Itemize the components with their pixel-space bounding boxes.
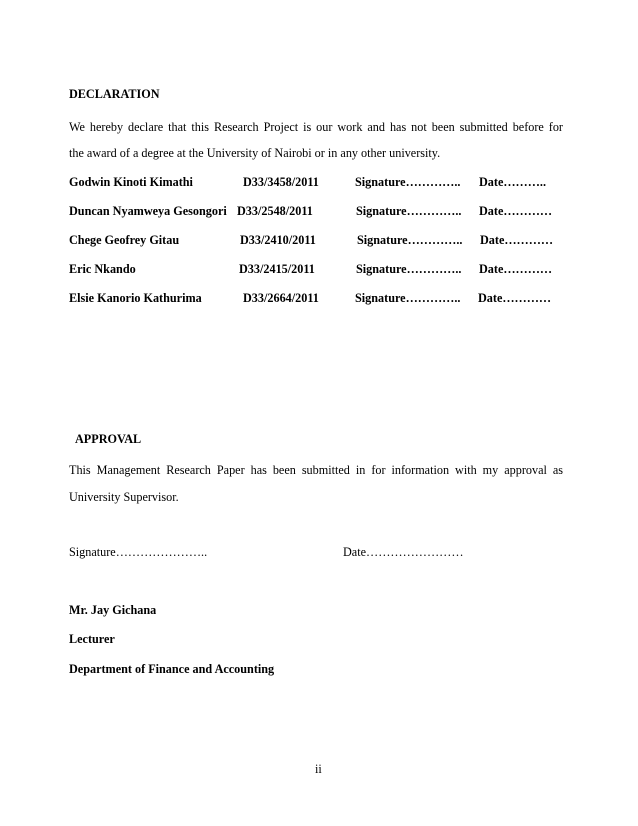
signatory-name: Eric Nkando [69, 262, 136, 276]
date-line: Date……….. [479, 175, 547, 189]
declaration-line-2: the award of a degree at the University of Nairobi or in any other university. [69, 146, 441, 160]
signatory-id: D33/2548/2011 [237, 204, 313, 218]
approval-line-2: University Supervisor. [69, 490, 179, 504]
signature-line: Signature………….. [356, 262, 462, 276]
signatory-name: Godwin Kinoti Kimathi [69, 175, 193, 189]
date-line: Date………… [479, 262, 553, 276]
signatory-id: D33/3458/2011 [243, 175, 319, 189]
signatory-name: Chege Geofrey Gitau [69, 233, 180, 247]
signatory-id: D33/2410/2011 [240, 233, 316, 247]
signature-line: Signature………….. [356, 204, 462, 218]
approval-line-1: This Management Research Paper has been submitted in for information with my approval as [69, 463, 563, 477]
supervisor-name: Mr. Jay Gichana [69, 603, 157, 617]
signatory-id: D33/2664/2011 [243, 291, 319, 305]
date-line: Date………… [479, 204, 553, 218]
date-line: Date………… [480, 233, 554, 247]
signatory-name: Duncan Nyamweya Gesongori [69, 204, 227, 218]
supervisor-date-line: Date…………………… [343, 545, 464, 559]
signatory-id: D33/2415/2011 [239, 262, 315, 276]
supervisor-title: Lecturer [69, 632, 115, 646]
date-line: Date………… [478, 291, 552, 305]
signature-line: Signature………….. [357, 233, 463, 247]
approval-heading: APPROVAL [75, 432, 142, 446]
declaration-line-1: We hereby declare that this Research Project is our work and has not been submitted before for [69, 120, 563, 134]
supervisor-signature-line: Signature………………….. [69, 545, 208, 559]
page-number: ii [315, 762, 322, 776]
signature-line: Signature………….. [355, 175, 461, 189]
signatory-name: Elsie Kanorio Kathurima [69, 291, 202, 305]
signature-line: Signature………….. [355, 291, 461, 305]
declaration-heading: DECLARATION [69, 87, 160, 101]
department: Department of Finance and Accounting [69, 662, 275, 676]
